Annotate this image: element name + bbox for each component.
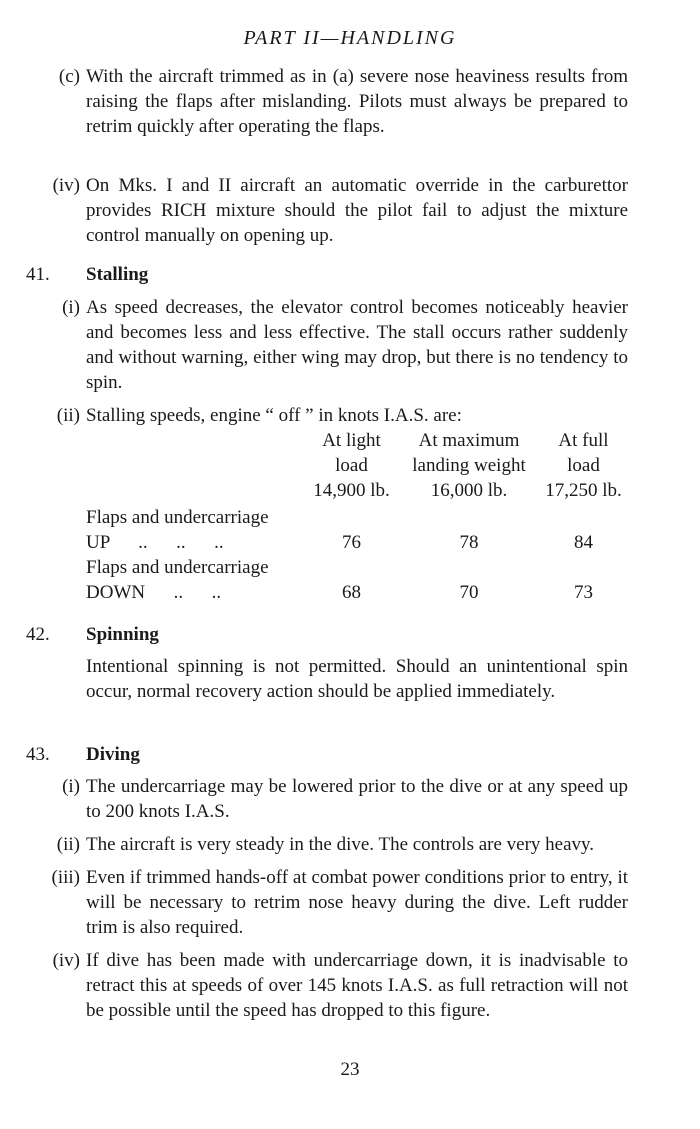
table-cell: 84	[574, 532, 593, 553]
item-label: (iv)	[52, 175, 80, 196]
item-text: Stalling speeds, engine “ off ” in knots I.A.S. are:	[86, 405, 462, 426]
table-row	[86, 530, 628, 555]
section-heading	[0, 622, 700, 647]
col-header-max: landing weight	[412, 455, 526, 476]
item-text: If dive has been made with undercarriage down, it is inadvisable to retract this at speeds of over 145 knots I.A.S. as full retraction will not be possible until the speed has dropped to this figure.	[86, 950, 628, 1021]
col-weight-full: 17,250 lb.	[545, 480, 622, 501]
item-label: (ii)	[56, 405, 80, 426]
page-number: 23	[340, 1059, 360, 1080]
item-label: (ii)	[56, 834, 80, 855]
table-row	[86, 503, 628, 530]
section-number: 43.	[26, 744, 50, 765]
col-header-full: At full	[558, 430, 609, 451]
col-weight-max: 16,000 lb.	[430, 480, 508, 501]
section-title: Stalling	[86, 264, 149, 285]
col-header-light: load	[335, 455, 368, 476]
section-diving	[0, 742, 700, 1023]
item-label: (c)	[58, 66, 80, 87]
col-header-max: At maximum	[418, 430, 520, 451]
section-title: Spinning	[86, 624, 159, 645]
table-row	[86, 555, 628, 580]
stalling-speeds-table	[86, 428, 628, 605]
section-heading	[0, 262, 700, 287]
item-text: The undercarriage may be lowered prior to the dive or at any speed up to 200 knots I.A.S.	[86, 776, 628, 822]
item-label: (iv)	[52, 950, 80, 971]
row-label: DOWN .. ..	[86, 582, 222, 603]
section-number: 41.	[26, 264, 50, 285]
section-title: Diving	[86, 744, 140, 765]
item-label: (i)	[62, 776, 80, 797]
row-label: Flaps and undercarriage	[86, 507, 269, 528]
section-number: 42.	[26, 624, 50, 645]
item-text: The aircraft is very steady in the dive. The controls are very heavy.	[86, 834, 595, 855]
table-cell: 70	[459, 582, 479, 603]
item-text: On Mks. I and II aircraft an automatic override in the carburettor provides RICH mixture should the pilot fail to adjust the mixture control manually on opening up.	[86, 175, 628, 246]
item-label: (i)	[62, 297, 80, 318]
col-header-full: load	[567, 455, 600, 476]
col-header-light: At light	[322, 430, 381, 451]
section-stalling	[0, 262, 700, 428]
col-weight-light: 14,900 lb.	[313, 480, 390, 501]
item-label: (iii)	[51, 867, 80, 888]
row-label: Flaps and undercarriage	[86, 557, 269, 578]
running-head: PART II—HANDLING	[243, 27, 457, 49]
table-cell: 73	[574, 582, 593, 603]
item-text: As speed decreases, the elevator control becomes noticeably heavier and becomes less and less effective. The stall occurs rather suddenly and without warning, either wing may drop, but there is no tendency to spin.	[86, 297, 628, 393]
item-text: Intentional spinning is not permitted. Should an unintentional spin occur, normal recovery action should be applied immediately.	[86, 656, 628, 702]
paragraph-c-flaps	[0, 64, 700, 139]
section-spinning	[0, 622, 700, 704]
table-cell: 68	[342, 582, 361, 603]
item-text: With the aircraft trimmed as in (a) severe nose heaviness results from raising the flaps after mislanding. Pilots must always be prepared to retrim quickly after operating the flaps.	[86, 66, 628, 137]
table-cell: 76	[342, 532, 361, 553]
table-cell: 78	[459, 532, 479, 553]
row-label: UP .. .. ..	[86, 532, 224, 553]
paragraph-iv-override	[0, 173, 700, 248]
section-heading	[0, 742, 700, 767]
table-row	[86, 580, 628, 605]
item-text: Even if trimmed hands-off at combat power conditions prior to entry, it will be necessary to retrim nose heavy during the dive. Left rudder trim is also required.	[86, 867, 628, 938]
